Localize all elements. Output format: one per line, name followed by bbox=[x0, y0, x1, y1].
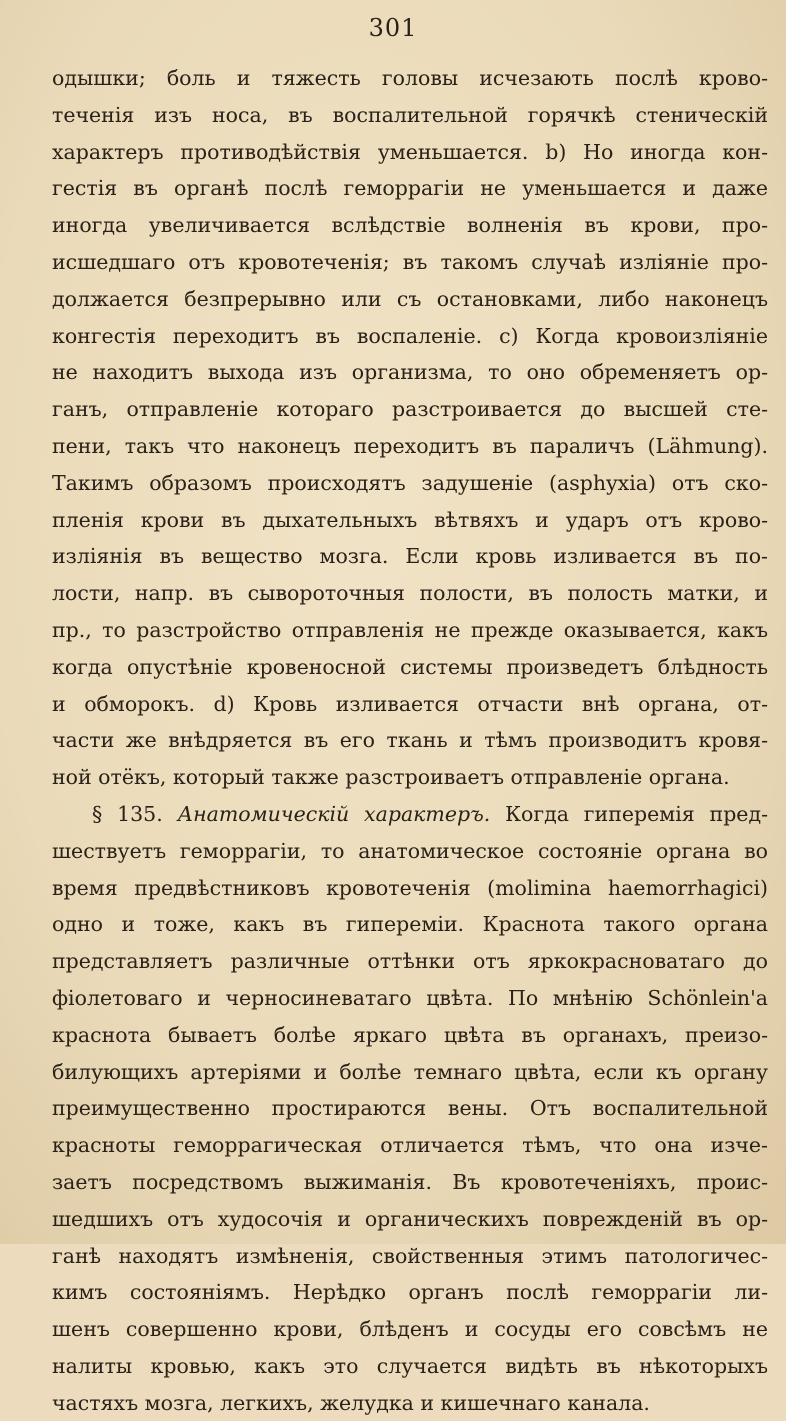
text-line: одышки; боль и тяжесть головы исчезають послѣ крово- bbox=[52, 66, 768, 90]
section-heading-line bbox=[52, 796, 768, 833]
text-line: не находитъ выхода изъ организма, то оно обременяетъ ор- bbox=[52, 360, 768, 385]
text-line: должается безпрерывно или съ остановками, либо наконецъ bbox=[52, 286, 768, 311]
text-line: изліянія въ вещество мозга. Если кровь изливается въ по- bbox=[52, 544, 768, 569]
text-line: пени, такъ что наконецъ переходитъ въ параличъ (Lähmung). bbox=[52, 433, 768, 458]
text-line: пр., то разстройство отправленія не прежде оказывается, какъ bbox=[52, 617, 768, 642]
section-heading: Анатомическій характеръ. bbox=[177, 801, 491, 826]
text-line: когда опустѣніе кровеносной системы произведетъ блѣдность bbox=[52, 654, 768, 679]
page-number: 301 bbox=[368, 14, 418, 42]
text-line: Такимъ образомъ происходятъ задушеніе (asphyxia) отъ ско- bbox=[52, 470, 768, 495]
text-line: билующихъ артеріями и болѣе темнаго цвѣта, если къ органу bbox=[52, 1059, 768, 1084]
text-line: время предвѣстниковъ кровотеченія (molimina haemorrhagici) bbox=[52, 875, 768, 900]
body-text bbox=[52, 60, 768, 1421]
text-line: гестія въ органѣ послѣ геморрагіи не уменьшается и даже bbox=[52, 176, 768, 201]
text-line: иногда увеличивается вслѣдствіе волненія въ крови, про- bbox=[52, 213, 768, 238]
text-line: ганъ, отправленіе котораго разстроивается до высшей сте- bbox=[52, 397, 768, 422]
text-line: теченія изъ носа, въ воспалительной горячкѣ стеническій bbox=[52, 102, 768, 127]
text-line: одно и тоже, какъ въ гипереміи. Краснота такого органа bbox=[52, 912, 768, 937]
text-line: кимъ состояніямъ. Нерѣдко органъ послѣ геморрагіи ли- bbox=[52, 1280, 768, 1305]
text-line: исшедшаго отъ кровотеченія; въ такомъ случаѣ изліяніе про- bbox=[52, 249, 768, 274]
paragraph-end-line: частяхъ мозга, легкихъ, желудка и кишечнаго канала. bbox=[52, 1390, 650, 1415]
text-line: шедшихъ отъ худосочія и органическихъ поврежденій въ ор- bbox=[52, 1206, 768, 1231]
text-line: характеръ противодѣйствія уменьшается. b) Но иногда кон- bbox=[52, 139, 768, 164]
text-line: шествуетъ геморрагіи, то анатомическое состояніе органа во bbox=[52, 838, 768, 863]
text-line: красноты геморрагическая отличается тѣмъ, что она изче- bbox=[52, 1133, 768, 1158]
text-line: ганѣ находятъ измѣненія, свойственныя этимъ патологичес- bbox=[52, 1243, 768, 1268]
text-line: шенъ совершенно крови, блѣденъ и сосуды его совсѣмъ не bbox=[52, 1317, 768, 1342]
section-number: § 135. bbox=[92, 801, 163, 826]
paragraph-end-line: ной отёкъ, который также разстроиваетъ отправленіе органа. bbox=[52, 765, 730, 790]
text-line: части же внѣдряется въ его ткань и тѣмъ производитъ кровя- bbox=[52, 728, 768, 753]
text-line: краснота бываетъ болѣе яркаго цвѣта въ органахъ, преизо- bbox=[52, 1022, 768, 1047]
text-line: конгестія переходитъ въ воспаленіе. c) Когда кровоизліяніе bbox=[52, 323, 768, 348]
text-line: представляетъ различные оттѣнки отъ яркокрасноватаго до bbox=[52, 949, 768, 974]
text-line: лости, напр. въ сывороточныя полости, въ полость матки, и bbox=[52, 581, 768, 606]
text-line: преимущественно простираются вены. Отъ воспалительной bbox=[52, 1096, 768, 1121]
text-line: и обморокъ. d) Кровь изливается отчасти внѣ органа, от- bbox=[52, 691, 768, 716]
section-text: Когда гиперемія пред- bbox=[505, 801, 768, 826]
text-line: налиты кровью, какъ это случается видѣть въ нѣкоторыхъ bbox=[52, 1353, 768, 1378]
text-line: фіолетоваго и черносиневатаго цвѣта. По мнѣнію Schönlein'а bbox=[52, 985, 768, 1010]
text-line: пленія крови въ дыхательныхъ вѣтвяхъ и ударъ отъ крово- bbox=[52, 507, 768, 532]
text-line: заетъ посредствомъ выжиманія. Въ кровотеченіяхъ, проис- bbox=[52, 1169, 768, 1194]
